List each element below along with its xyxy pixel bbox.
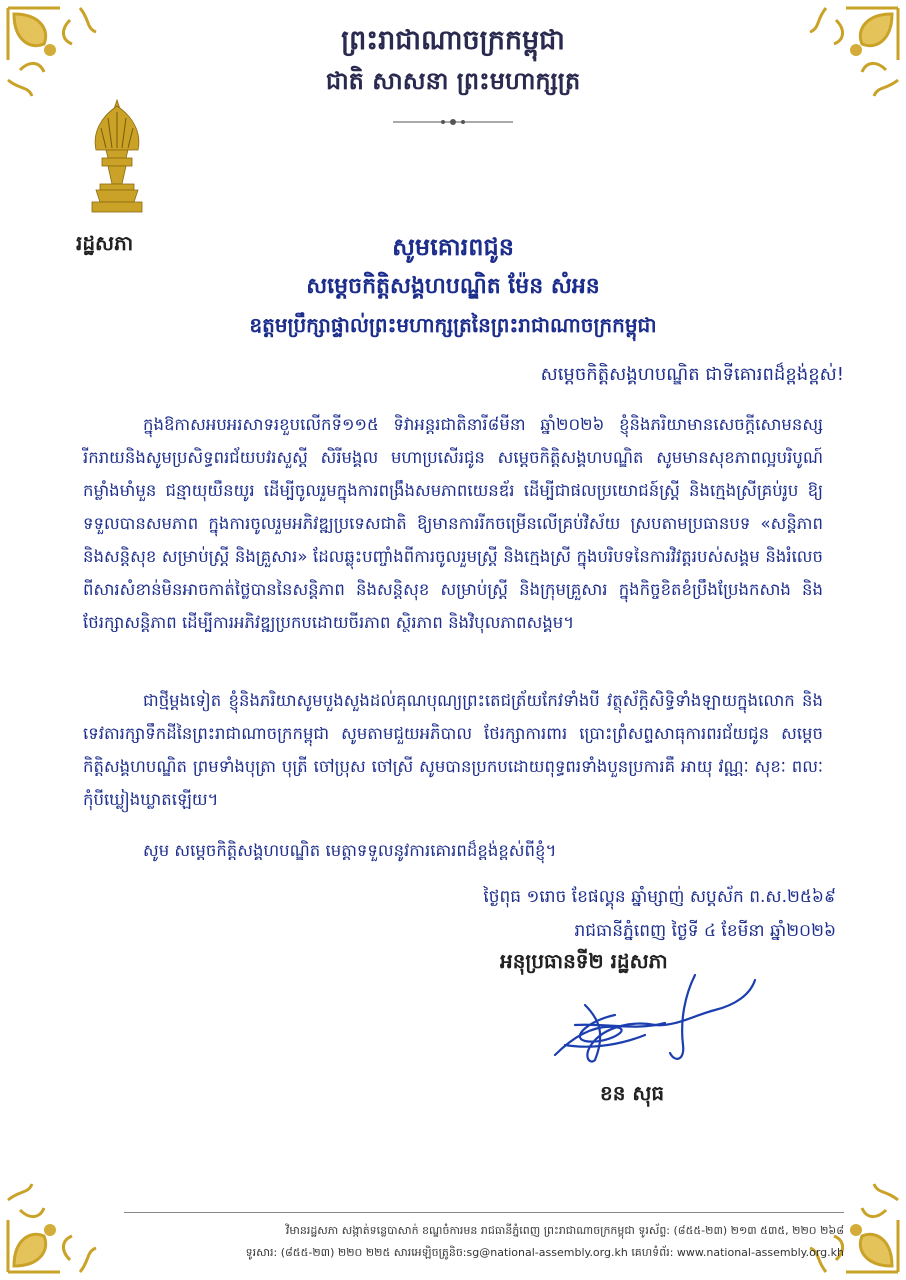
salutation-respect: សូមគោរពជូន xyxy=(392,233,514,261)
footer-address: វិមានរដ្ឋសភា សង្កាត់ទន្លេបាសាក់ ខណ្ឌចំការមន រាជធានីភ្នំពេញ ព្រះរាជាណាចក្រកម្ពុជា ទូរស័ព្ទ: (៨៥៥-២៣) ២១៣ ៥៣៥, ២២០ ២៦៨ xyxy=(285,1224,844,1237)
recipient-name: សម្ដេចកិត្តិសង្គហបណ្ឌិត ម៉ែន សំអន xyxy=(306,274,600,299)
ornamental-divider xyxy=(393,118,513,126)
footer-contacts: ទូរសារ: (៨៥៥-២៣) ២២០ ២២៥ សារអេឡិចត្រូនិច:sg@national-assembly.org.kh គេហទំព័រ: www.national-assembly.org.kh xyxy=(245,1246,844,1259)
lunar-date: ថ្ងៃពុធ ១រោច ខែផល្គុន ឆ្នាំម្សាញ់ សប្តស័ក ព.ស.២៥៦៩ xyxy=(483,887,836,907)
letter-paragraph-3: សូម សម្ដេចកិត្តិសង្គហបណ្ឌិត មេត្តាទទួលនូវការគោរពដ៏ខ្ពង់ខ្ពស់ពីខ្ញុំ។ xyxy=(143,841,557,860)
kingdom-title: ព្រះរាជាណាចក្រកម្ពុជា xyxy=(341,25,565,56)
signer-name: ខន សុធ xyxy=(600,1081,665,1105)
letter-paragraph-2: ជាថ្មីម្ដងទៀត ខ្ញុំនិងភរិយាសូមបួងសួងដល់គុណបុណ្យព្រះតេជត្រ័យកែវទាំងបី វត្ថុស័ក្តិសិទ្ធិទាំងឡាយក្នុងលោក និងទេវតារក្សាទឹកដីនៃព្រះរាជាណាចក្រកម្ពុជា សូមតាមជួយអភិបាល ថែរក្សាការពារ ប្រោះព្រំសព្ទសាធុការពរជ័យជូន សម្ដេចកិត្តិសង្គហបណ្ឌិត ព្រមទាំងបុត្រា បុត្រី ចៅប្រុស ចៅស្រី សូមបានប្រកបដោយពុទ្ធពរទាំងបួនប្រការគឺ អាយុ វណ្ណៈ សុខៈ ពលៈ កុំបីឃ្លៀងឃ្លាតឡើយ។ xyxy=(83,691,823,809)
corner-ornament-bottom-left xyxy=(0,1170,110,1280)
handwritten-signature xyxy=(545,965,765,1075)
national-motto: ជាតិ សាសនា ព្រះមហាក្សត្រ xyxy=(325,67,581,95)
signer-title: អនុប្រធានទី២ រដ្ឋសភា xyxy=(500,949,668,973)
letter-paragraph-1: ក្នុងឱកាសអបអរសាទរខួបលើកទី១១៥ ទិវាអន្តរជាតិនារី៨មីនា ឆ្នាំ២០២៦ ខ្ញុំនិងភរិយាមានសេចក្ដីសោមនស្សរីករាយនិងសូមប្រសិទ្ធពរជ័យបវរសួស្ដី សិរីមង្គល មហាប្រសើរជូន សម្ដេចកិត្តិសង្គហបណ្ឌិត សូមមានសុខភាពល្អបរិបូណ៍ កម្លាំងមាំមួន ជន្មាយុយឺនយូរ ដើម្បីចូលរួមក្នុងការពង្រឹងសមភាពយេនឌ័រ ដើម្បីជាផលប្រយោជន៍ស្ត្រី និងក្មេងស្រីគ្រប់រូប ឱ្យទទួលបានសមភាព ក្នុងការចូលរួមអភិវឌ្ឍប្រទេសជាតិ ឱ្យមានការរីកចម្រើនលើគ្រប់វិស័យ ស្របតាមប្រធានបទ «សន្តិភាព និងសន្តិសុខ សម្រាប់ស្ត្រី និងគ្រួសារ» ដែលឆ្លុះបញ្ចាំងពីការចូលរួមស្ត្រី និងក្មេងស្រី ក្នុងបរិបទនៃការវិវត្តរបស់សង្គម និងរំលេចពីសារសំខាន់មិនអាចកាត់ថ្លៃបាននៃសន្តិភាព និងសន្តិសុខ សម្រាប់ស្ត្រី និងក្រុមគ្រួសារ ក្នុងកិច្ចខិតខំប្រឹងប្រែងកសាង និងថែរក្សាសន្តិភាព ដើម្បីការអភិវឌ្ឍប្រកបដោយចីរភាព ស្ថិរភាព និងវិបុលភាពសង្គម។ xyxy=(83,415,823,632)
solar-date: រាជធានីភ្នំពេញ ថ្ងៃទី ៤ ខែមីនា ឆ្នាំ២០២៦ xyxy=(574,921,836,941)
national-assembly-emblem xyxy=(86,98,148,218)
institution-label: រដ្ឋសភា xyxy=(76,231,134,255)
recipient-title: ឧត្តមប្រឹក្សាផ្ទាល់ព្រះមហាក្សត្រនៃព្រះរាជាណាចក្រកម្ពុជា xyxy=(249,313,657,337)
date-block xyxy=(483,880,836,948)
greeting-line: សម្ដេចកិត្តិសង្គហបណ្ឌិត ជាទីគោរពដ៏ខ្ពង់ខ្ពស់! xyxy=(540,364,844,385)
footer-divider xyxy=(124,1212,844,1213)
